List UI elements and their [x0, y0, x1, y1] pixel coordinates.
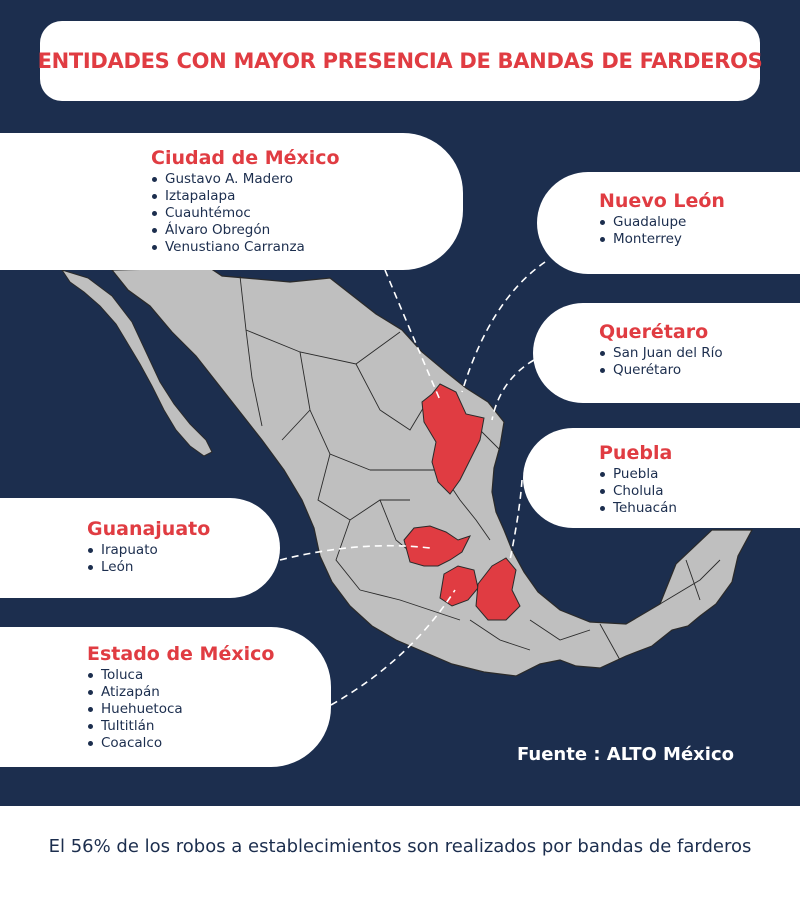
callout-ciudad-de-mexico	[0, 133, 463, 270]
list-item: Venustiano Carranza	[151, 239, 463, 256]
municipality-list	[599, 214, 800, 248]
list-item: Querétaro	[599, 362, 800, 379]
list-item: Álvaro Obregón	[151, 222, 463, 239]
list-item: Cholula	[599, 483, 800, 500]
callout-title: Ciudad de México	[151, 147, 340, 169]
list-item: San Juan del Río	[599, 345, 800, 362]
list-item: Gustavo A. Madero	[151, 171, 463, 188]
source-credit: Fuente : ALTO México	[517, 744, 734, 765]
callout-nuevo-leon	[537, 172, 800, 274]
callout-title: Estado de México	[87, 643, 275, 665]
list-item: Iztapalapa	[151, 188, 463, 205]
callout-estado-de-mexico	[0, 627, 331, 767]
list-item: Cuauhtémoc	[151, 205, 463, 222]
municipality-list	[599, 466, 800, 517]
municipality-list	[151, 171, 463, 256]
municipality-list	[87, 542, 280, 576]
callout-title: Nuevo León	[599, 190, 725, 212]
callout-puebla	[523, 428, 800, 528]
list-item: Tultitlán	[87, 718, 331, 735]
callout-title: Querétaro	[599, 321, 709, 343]
list-item: Irapuato	[87, 542, 280, 559]
list-item: Monterrey	[599, 231, 800, 248]
footer-caption: El 56% de los robos a establecimientos son realizados por bandas de farderos	[48, 836, 752, 857]
callout-title: Puebla	[599, 442, 673, 464]
list-item: León	[87, 559, 280, 576]
list-item: Tehuacán	[599, 500, 800, 517]
list-item: Toluca	[87, 667, 331, 684]
callout-title: Guanajuato	[87, 518, 211, 540]
list-item: Puebla	[599, 466, 800, 483]
municipality-list	[599, 345, 800, 379]
list-item: Guadalupe	[599, 214, 800, 231]
callout-queretaro	[533, 303, 800, 403]
list-item: Atizapán	[87, 684, 331, 701]
list-item: Huehuetoca	[87, 701, 331, 718]
title-banner	[37, 21, 763, 101]
page-title: ENTIDADES CON MAYOR PRESENCIA DE BANDAS DE FARDEROS	[37, 49, 763, 73]
callout-guanajuato	[0, 498, 280, 598]
municipality-list	[87, 667, 331, 752]
list-item: Coacalco	[87, 735, 331, 752]
